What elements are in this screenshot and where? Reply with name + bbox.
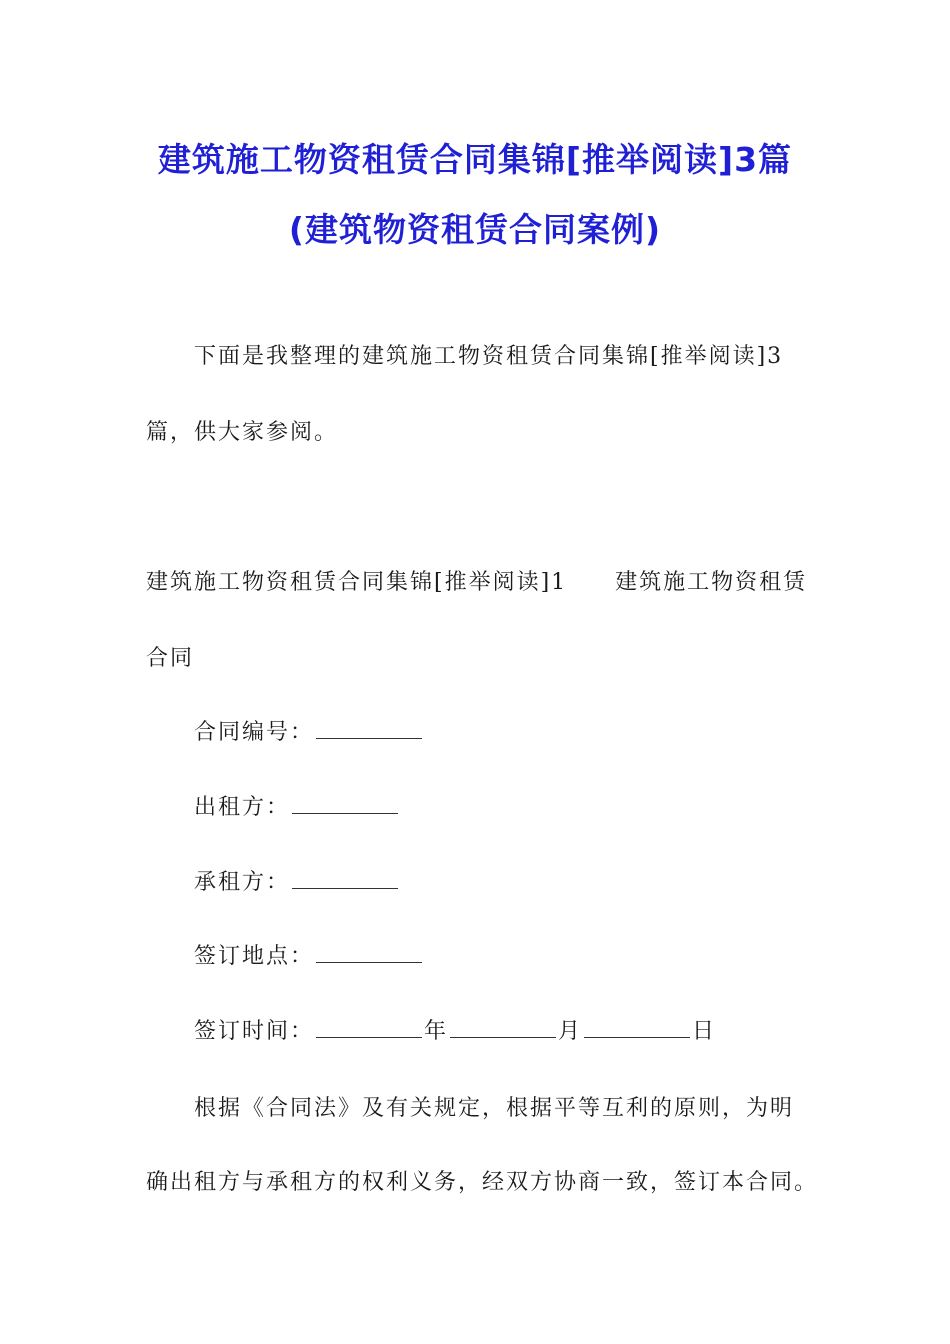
- lessor-label: 出租方：: [194, 795, 291, 820]
- contract-no-label: 合同编号：: [194, 720, 315, 745]
- intro-line1: 下面是我整理的建筑施工物资租赁合同集锦[推举阅读]3: [194, 344, 784, 369]
- lessor-blank: [292, 793, 398, 814]
- contract-no-row: [194, 718, 424, 748]
- section-heading-a: 建筑施工物资租赁合同集锦[推举阅读]1: [146, 570, 568, 595]
- year-label: 年: [424, 1019, 449, 1044]
- intro-line2: 篇，供大家参阅。: [146, 420, 339, 445]
- document-title-line2: (建筑物资租赁合同案例): [288, 210, 662, 249]
- lessee-blank: [292, 868, 398, 889]
- section-heading-b: 建筑施工物资租赁: [615, 570, 808, 595]
- time-label: 签订时间：: [194, 1019, 315, 1044]
- day-label: 日: [692, 1019, 717, 1044]
- para1-line2: 确出租方与承租方的权利义务，经双方协商一致，签订本合同。: [146, 1170, 819, 1195]
- time-row: [194, 1017, 716, 1047]
- month-blank: [450, 1017, 556, 1038]
- contract-no-blank: [316, 718, 422, 739]
- lessee-label: 承租方：: [194, 870, 291, 895]
- section-heading-c: 合同: [146, 646, 195, 671]
- lessor-row: [194, 793, 400, 823]
- place-label: 签订地点：: [194, 944, 315, 969]
- document-title-line1: 建筑施工物资租赁合同集锦[推举阅读]3篇: [157, 140, 793, 179]
- month-label: 月: [558, 1019, 583, 1044]
- place-blank: [316, 942, 422, 963]
- year-blank: [316, 1017, 422, 1038]
- lessee-row: [194, 868, 400, 898]
- place-row: [194, 942, 424, 972]
- day-blank: [584, 1017, 690, 1038]
- para1-line1: 根据《合同法》及有关规定，根据平等互利的原则，为明: [194, 1096, 795, 1121]
- section-heading: [146, 568, 807, 598]
